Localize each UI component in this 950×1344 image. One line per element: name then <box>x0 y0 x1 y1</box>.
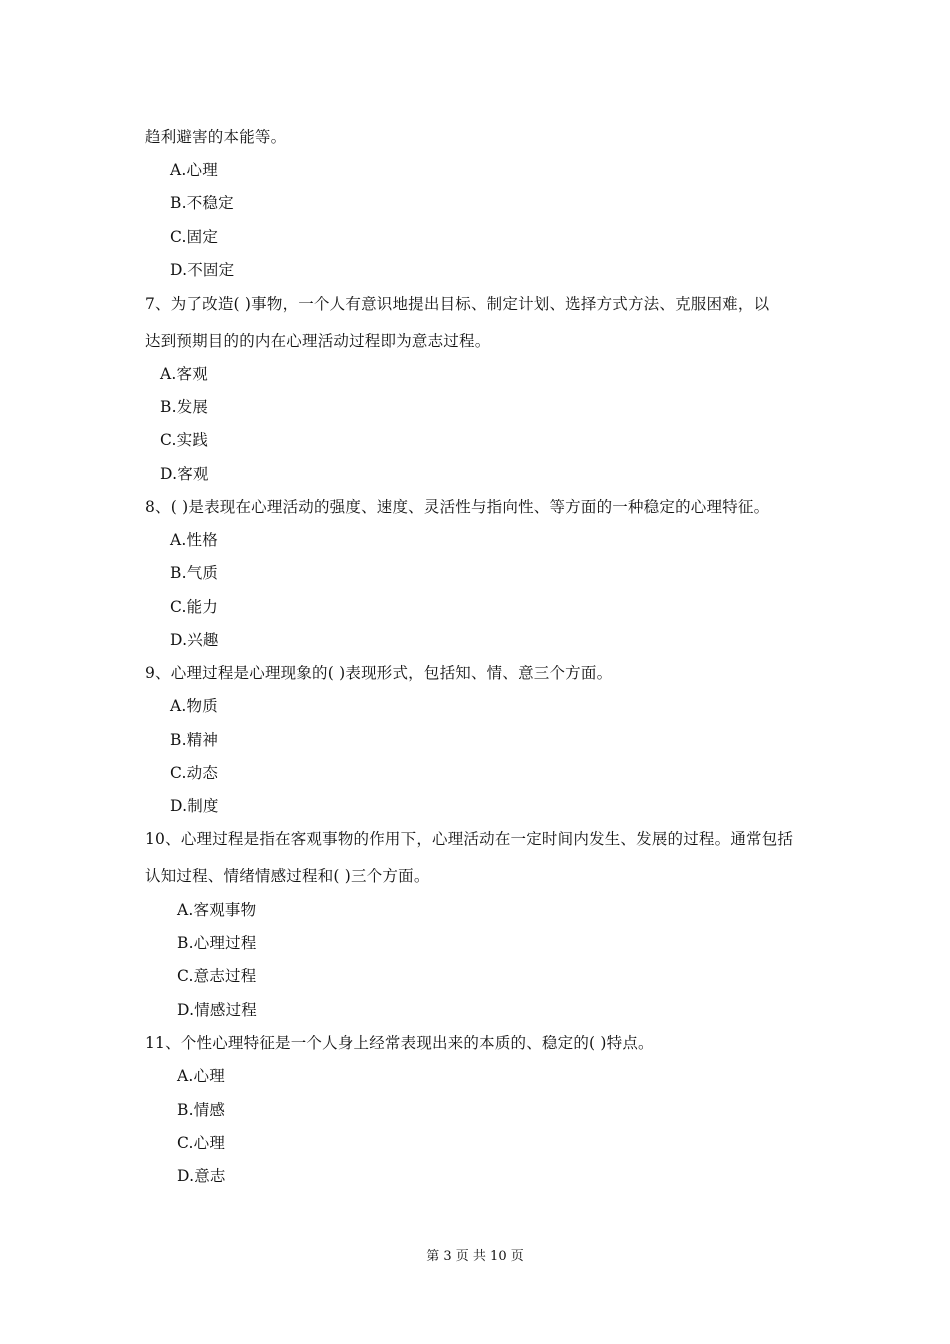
q11-option-b: B.情感 <box>177 1101 226 1119</box>
q9-option-b: B.精神 <box>170 731 219 749</box>
q7-option-d: D.客观 <box>160 465 209 483</box>
question-11-line-1: 11、个性心理特征是一个人身上经常表现出来的本质的、稳定的( )特点。 <box>145 1034 654 1052</box>
q10-option-a: A.客观事物 <box>177 901 257 919</box>
q10-option-c: C.意志过程 <box>177 967 257 985</box>
question-7-line-2: 达到预期目的的内在心理活动过程即为意志过程。 <box>145 332 491 350</box>
q6-option-b: B.不稳定 <box>170 194 234 212</box>
question-8-line-1: 8、( )是表现在心理活动的强度、速度、灵活性与指向性、等方面的一种稳定的心理特征。 <box>145 498 770 516</box>
q11-option-c: C.心理 <box>177 1134 226 1152</box>
q11-option-a: A.心理 <box>177 1067 225 1085</box>
q9-option-d: D.制度 <box>170 797 219 815</box>
question-6-continuation: 趋利避害的本能等。 <box>145 128 287 146</box>
q8-option-d: D.兴趣 <box>170 631 219 649</box>
q9-option-a: A.物质 <box>170 697 218 715</box>
q8-option-b: B.气质 <box>170 564 219 582</box>
question-10-line-1: 10、心理过程是指在客观事物的作用下，心理活动在一定时间内发生、发展的过程。通常包括 <box>145 830 794 848</box>
q6-option-a: A.心理 <box>170 161 218 179</box>
q7-option-a: A.客观 <box>160 365 208 383</box>
question-9-line-1: 9、心理过程是心理现象的( )表现形式，包括知、情、意三个方面。 <box>145 664 613 682</box>
q9-option-c: C.动态 <box>170 764 219 782</box>
q8-option-c: C.能力 <box>170 598 219 616</box>
q10-option-b: B.心理过程 <box>177 934 257 952</box>
q7-option-b: B.发展 <box>160 398 209 416</box>
q10-option-d: D.情感过程 <box>177 1001 258 1019</box>
question-10-line-2: 认知过程、情绪情感过程和( )三个方面。 <box>145 867 430 885</box>
page-number-footer: 第 3 页 共 10 页 <box>426 1249 524 1264</box>
question-7-line-1: 7、为了改造( )事物，一个人有意识地提出目标、制定计划、选择方式方法、克服困难，以 <box>145 295 770 313</box>
q8-option-a: A.性格 <box>170 531 218 549</box>
q11-option-d: D.意志 <box>177 1167 226 1185</box>
q6-option-d: D.不固定 <box>170 261 235 279</box>
q7-option-c: C.实践 <box>160 431 209 449</box>
q6-option-c: C.固定 <box>170 228 219 246</box>
